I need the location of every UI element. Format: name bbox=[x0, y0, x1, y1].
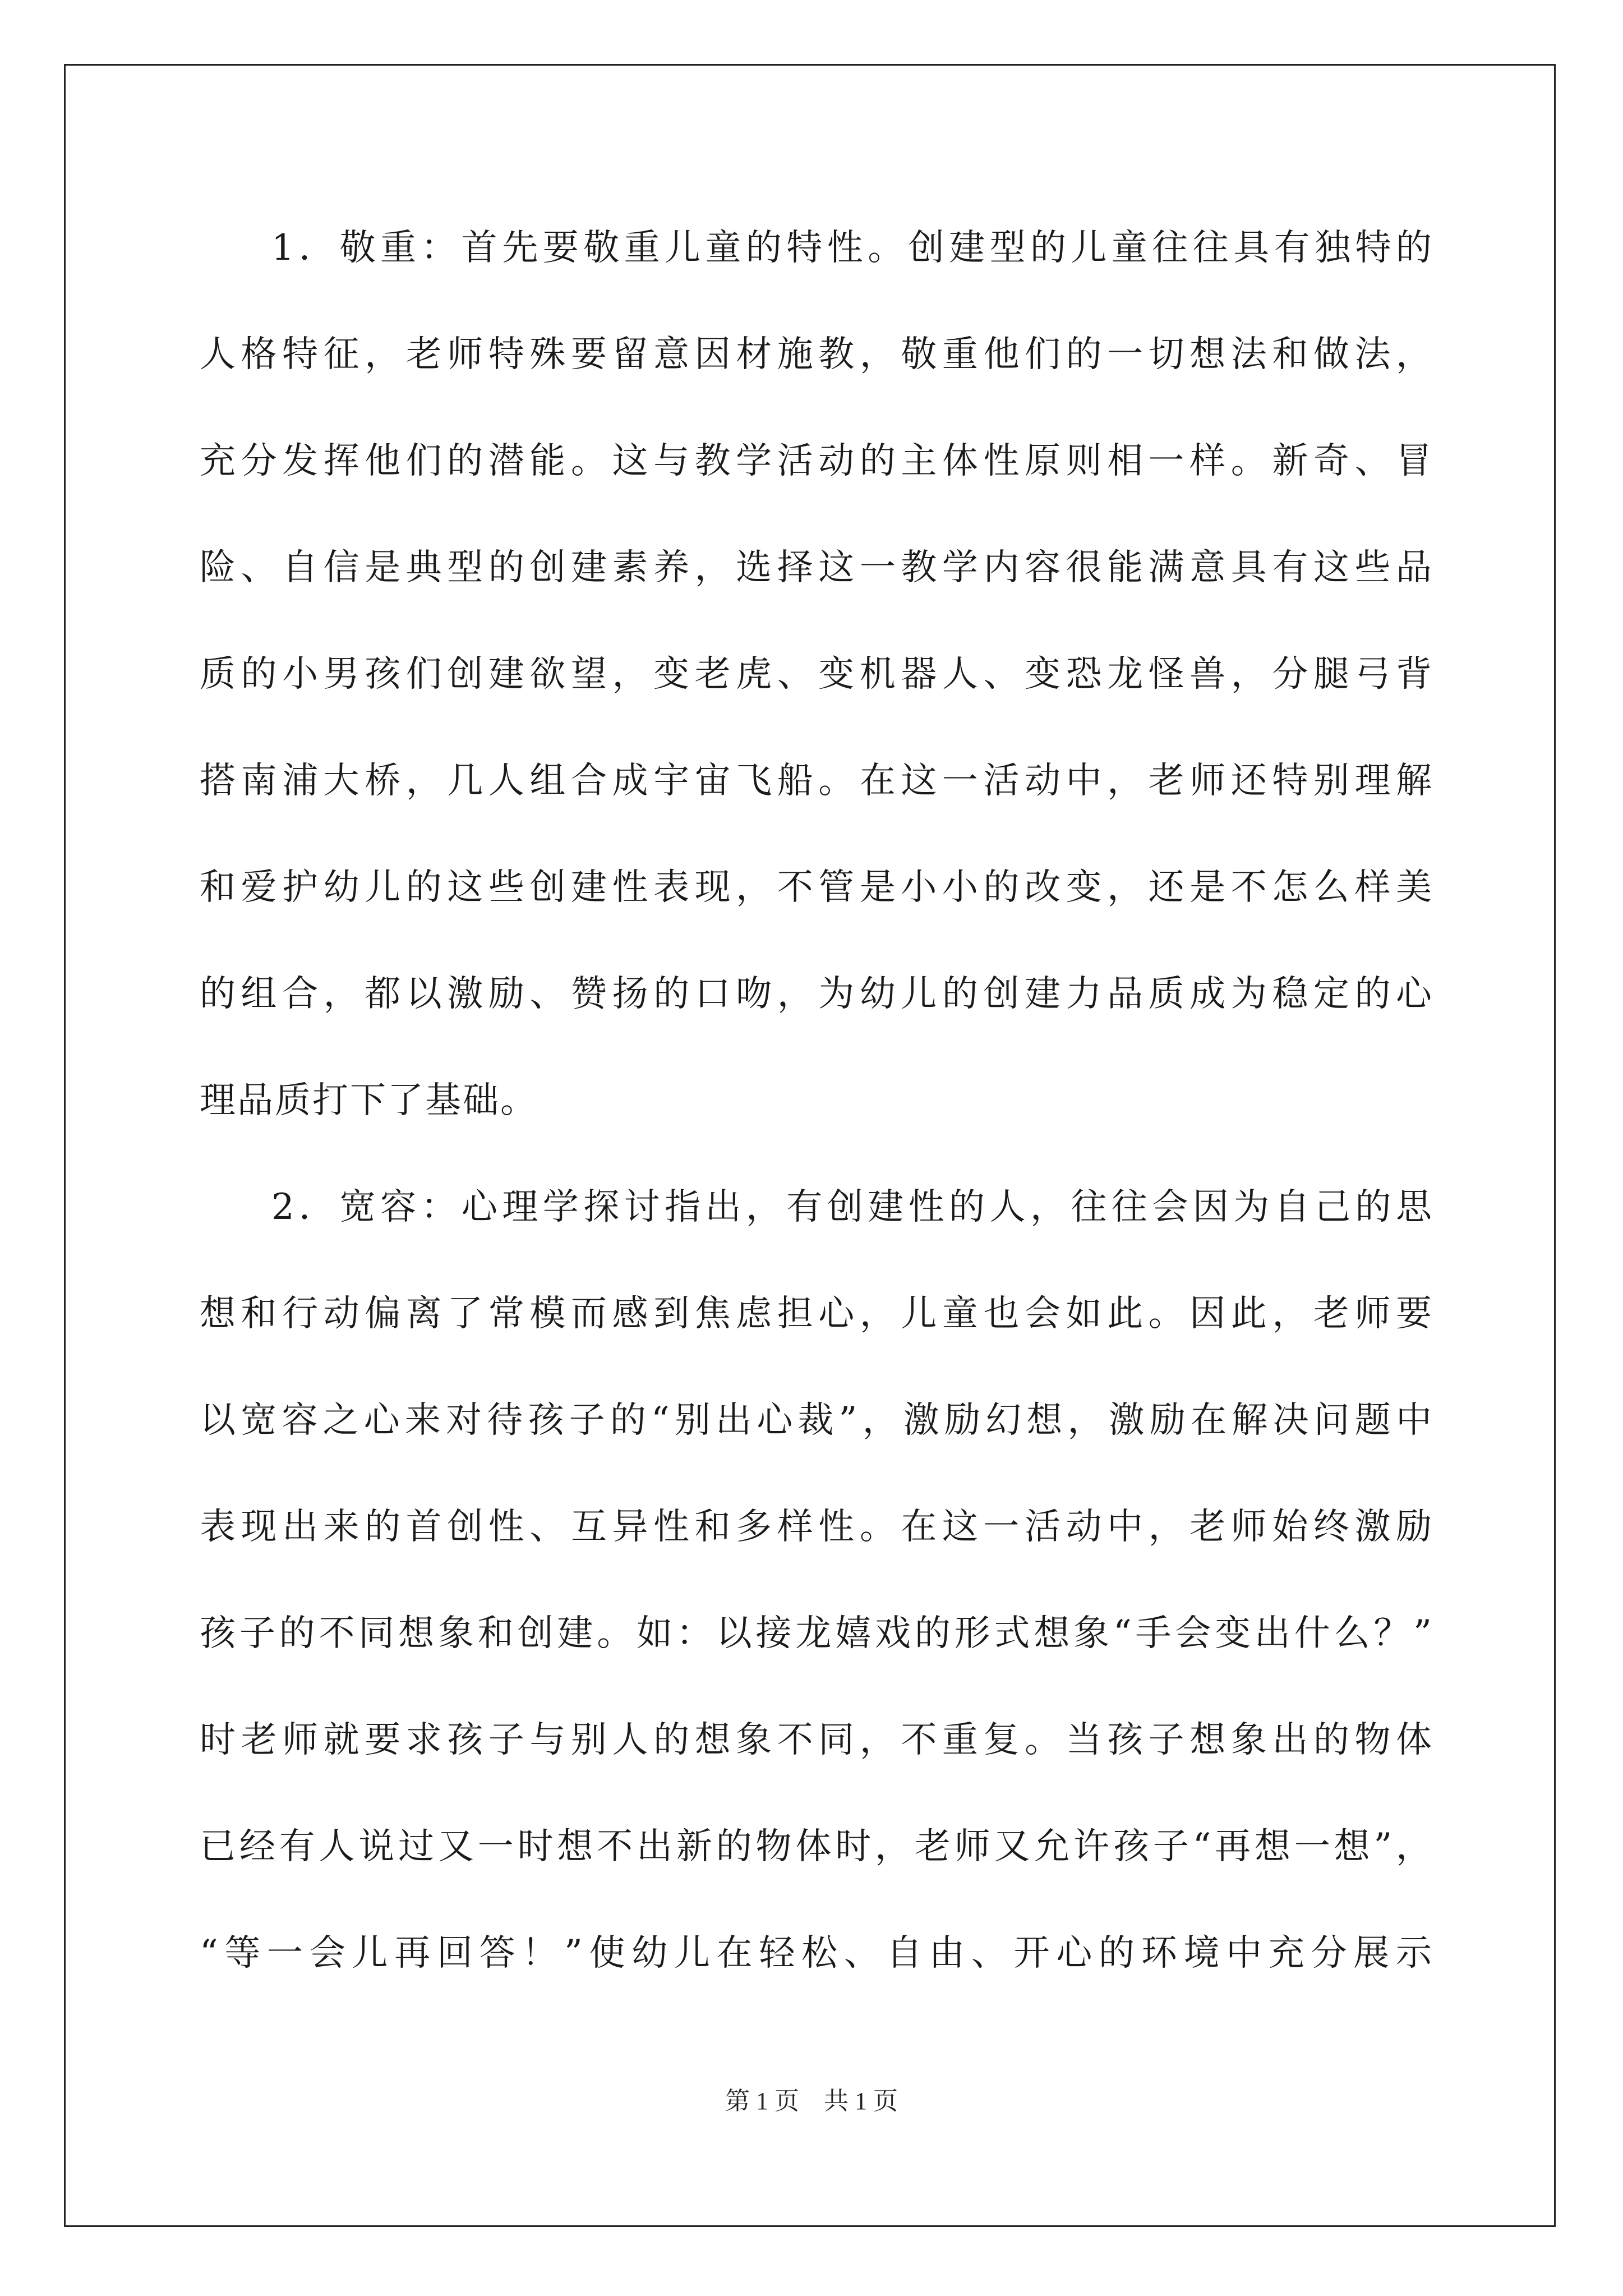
paragraph-2-line-1: 2．宽容：心理学探讨指出，有创建性的人，往往会因为自己的思 bbox=[271, 1186, 1433, 1228]
paragraph-2-line-3: 以宽容之心来对待孩子的“别出心裁”，激励幻想，激励在解决问题中 bbox=[200, 1400, 1433, 1441]
paragraph-2-line-6: 时老师就要求孩子与别人的想象不同，不重复。当孩子想象出的物体 bbox=[200, 1719, 1433, 1761]
paragraph-1-line-3: 充分发挥他们的潜能。这与教学活动的主体性原则相一样。新奇、冒 bbox=[200, 440, 1433, 482]
paragraph-1-line-7: 和爱护幼儿的这些创建性表现，不管是小小的改变，还是不怎么样美 bbox=[200, 867, 1433, 908]
paragraph-1-line-5: 质的小男孩们创建欲望，变老虎、变机器人、变恐龙怪兽，分腿弓背 bbox=[200, 654, 1433, 695]
paragraph-1-line-1: 1．敬重：首先要敬重儿童的特性。创建型的儿童往往具有独特的 bbox=[271, 227, 1433, 269]
paragraph-1-line-9: 理品质打下了基础。 bbox=[200, 1080, 538, 1121]
page-number-footer: 第 1 页 共 1 页 bbox=[725, 2087, 898, 2115]
paragraph-2-line-2: 想和行动偏离了常模而感到焦虑担心，儿童也会如此。因此，老师要 bbox=[200, 1293, 1433, 1335]
paragraph-2-line-8: “等一会儿再回答！”使幼儿在轻松、自由、开心的环境中充分展示 bbox=[200, 1932, 1433, 1974]
page-border bbox=[64, 64, 1556, 2227]
paragraph-1-line-4: 险、自信是典型的创建素养，选择这一教学内容很能满意具有这些品 bbox=[200, 547, 1433, 588]
paragraph-1-line-2: 人格特征，老师特殊要留意因材施教，敬重他们的一切想法和做法， bbox=[200, 334, 1433, 375]
paragraph-2-line-7: 已经有人说过又一时想不出新的物体时，老师又允许孩子“再想一想”， bbox=[200, 1826, 1433, 1867]
paragraph-2-line-4: 表现出来的首创性、互异性和多样性。在这一活动中，老师始终激励 bbox=[200, 1506, 1433, 1548]
paragraph-2-line-5: 孩子的不同想象和创建。如：以接龙嬉戏的形式想象“手会变出什么？” bbox=[200, 1613, 1433, 1654]
paragraph-1-line-6: 搭南浦大桥，几人组合成宇宙飞船。在这一活动中，老师还特别理解 bbox=[200, 760, 1433, 802]
paragraph-1-line-8: 的组合，都以激励、赞扬的口吻，为幼儿的创建力品质成为稳定的心 bbox=[200, 973, 1433, 1015]
